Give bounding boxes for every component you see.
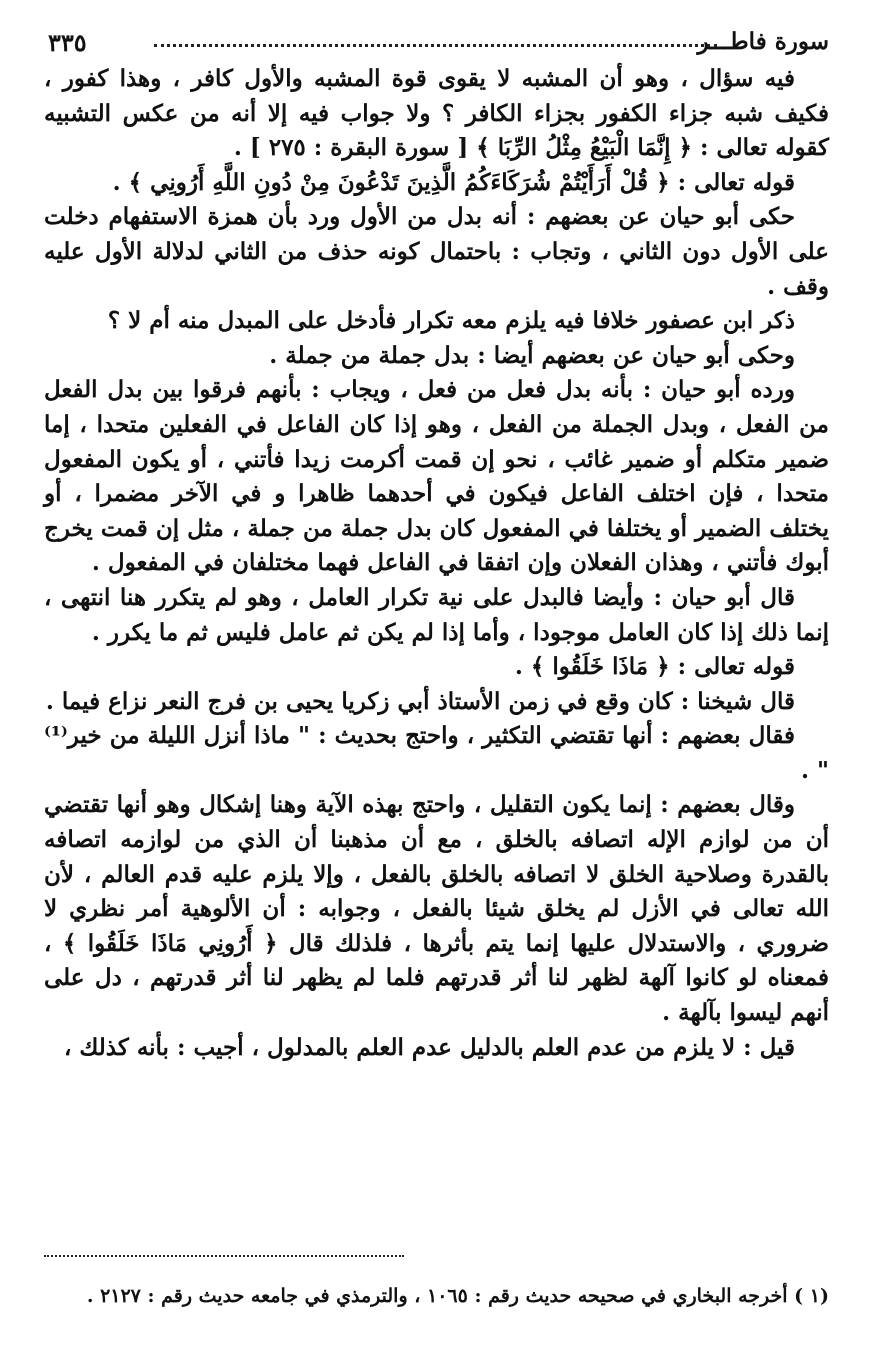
page-number: ٣٣٥: [48, 28, 87, 57]
footnote-separator: [44, 1255, 404, 1257]
paragraph: ذكر ابن عصفور خلافا فيه يلزم معه تكرار فأدخل على المبدل منه أم لا ؟: [107, 307, 795, 335]
paragraph: فقال بعضهم : أنها تقتضي التكثير ، واحتج بحديث : " ماذا أنزل الليلة من خير⁽¹⁾ " .: [44, 722, 829, 784]
header-dotted-rule: [154, 44, 717, 47]
paragraph: قيل : لا يلزم من عدم العلم بالدليل عدم العلم بالمدلول ، أجيب : بأنه كذلك ،: [63, 1033, 795, 1061]
running-header: [44, 22, 829, 62]
paragraph: قال شيخنا : كان وقع في زمن الأستاذ أبي زكريا يحيى بن فرج النعر نزاع فيما .: [45, 687, 795, 715]
main-text: [44, 62, 829, 1065]
page: [44, 22, 829, 1065]
paragraph: قال أبو حيان : وأيضا فالبدل على نية تكرار العامل ، وهو لم يتكرر هنا انتهى ، إنما ذلك إذا كان العامل موجودا ، وأما إذا لم يكن ثم عامل فليس ثم ما يكرر .: [44, 583, 829, 646]
paragraph: وقال بعضهم : إنما يكون التقليل ، واحتج بهذه الآية وهنا إشكال وهو أنها تقتضي أن من لوازم الإله اتصافه بالخلق ، مع أن مذهبنا أن الذي من لوازمه اتصافه بالقدرة وصلاحية الخلق لا اتصافه بالخلق بالفعل ، وإلا يلزم عليه قدم العالم ، لأن الله تعالى في الأزل لم يخلق شيئا بالفعل ، وجوابه : أن الألوهية أمر نظري لا ضروري ، والاستدلال عليها إنما يتم بأثرها ، فلذلك قال ﴿ أَرُونِي مَاذَا خَلَقُوا ﴾ ، فمعناه لو كانوا آلهة لظهر لنا أثر قدرتهم فلما لم يظهر لنا أثر قدرتهم ، دل على أنهم ليسوا بآلهة .: [44, 791, 829, 1027]
paragraph: قوله تعالى : ﴿ مَاذَا خَلَقُوا ﴾ .: [514, 653, 795, 681]
paragraph: وحكى أبو حيان عن بعضهم أيضا : بدل جملة من جملة .: [269, 341, 795, 369]
paragraph: حكى أبو حيان عن بعضهم : أنه بدل من الأول ورد بأن همزة الاستفهام دخلت على الأول دون الثاني ، وتجاب : باحتمال كونه حذف من الثاني لدلالة الأول عليه وقف .: [44, 203, 829, 300]
surah-title: سورة فاطـــر: [697, 28, 829, 55]
paragraph: فيه سؤال ، وهو أن المشبه لا يقوى قوة المشبه والأول كافر ، وهذا كفور ، فكيف شبه جزاء الكفور بجزاء الكافر ؟ ولا جواب فيه إلا أنه من عكس التشبيه كقوله تعالى : ﴿ إِنَّمَا الْبَيْعُ مِثْلُ الرِّبَا ﴾ [ سورة البقرة : ٢٧٥ ] .: [44, 65, 829, 162]
paragraph: قوله تعالى : ﴿ قُلْ أَرَأَيْتُمْ شُرَكَاءَكُمُ الَّذِينَ تَدْعُونَ مِنْ دُونِ اللَّهِ أَرُونِي ﴾ .: [112, 168, 795, 196]
footnote: (١ ) أخرجه البخاري في صحيحه حديث رقم : ١٠٦٥ ، والترمذي في جامعه حديث رقم : ٢١٢٧ .: [86, 1285, 829, 1307]
paragraph: ورده أبو حيان : بأنه بدل فعل من فعل ، ويجاب : بأنهم فرقوا بين بدل الفعل من الفعل ، وبدل الجملة من الفعل ، وهو إذا كان الفاعل في الفعلين متحدا ، إما ضمير متكلم أو ضمير غائب ، نحو إن قمت أكرمت زيدا فأتني ، أو يكون المفعول متحدا ، فإن اختلف الفاعل فيكون في أحدهما ظاهرا و في الآخر مضمرا ، أو يختلف الضمير أو يختلفا في المفعول كان بدل جملة من جملة ، مثل إن قمت يخرج أبوك فأتني ، وهذان الفعلان وإن اتفقا في الفاعل فهما مختلفان في المفعول .: [44, 376, 829, 577]
